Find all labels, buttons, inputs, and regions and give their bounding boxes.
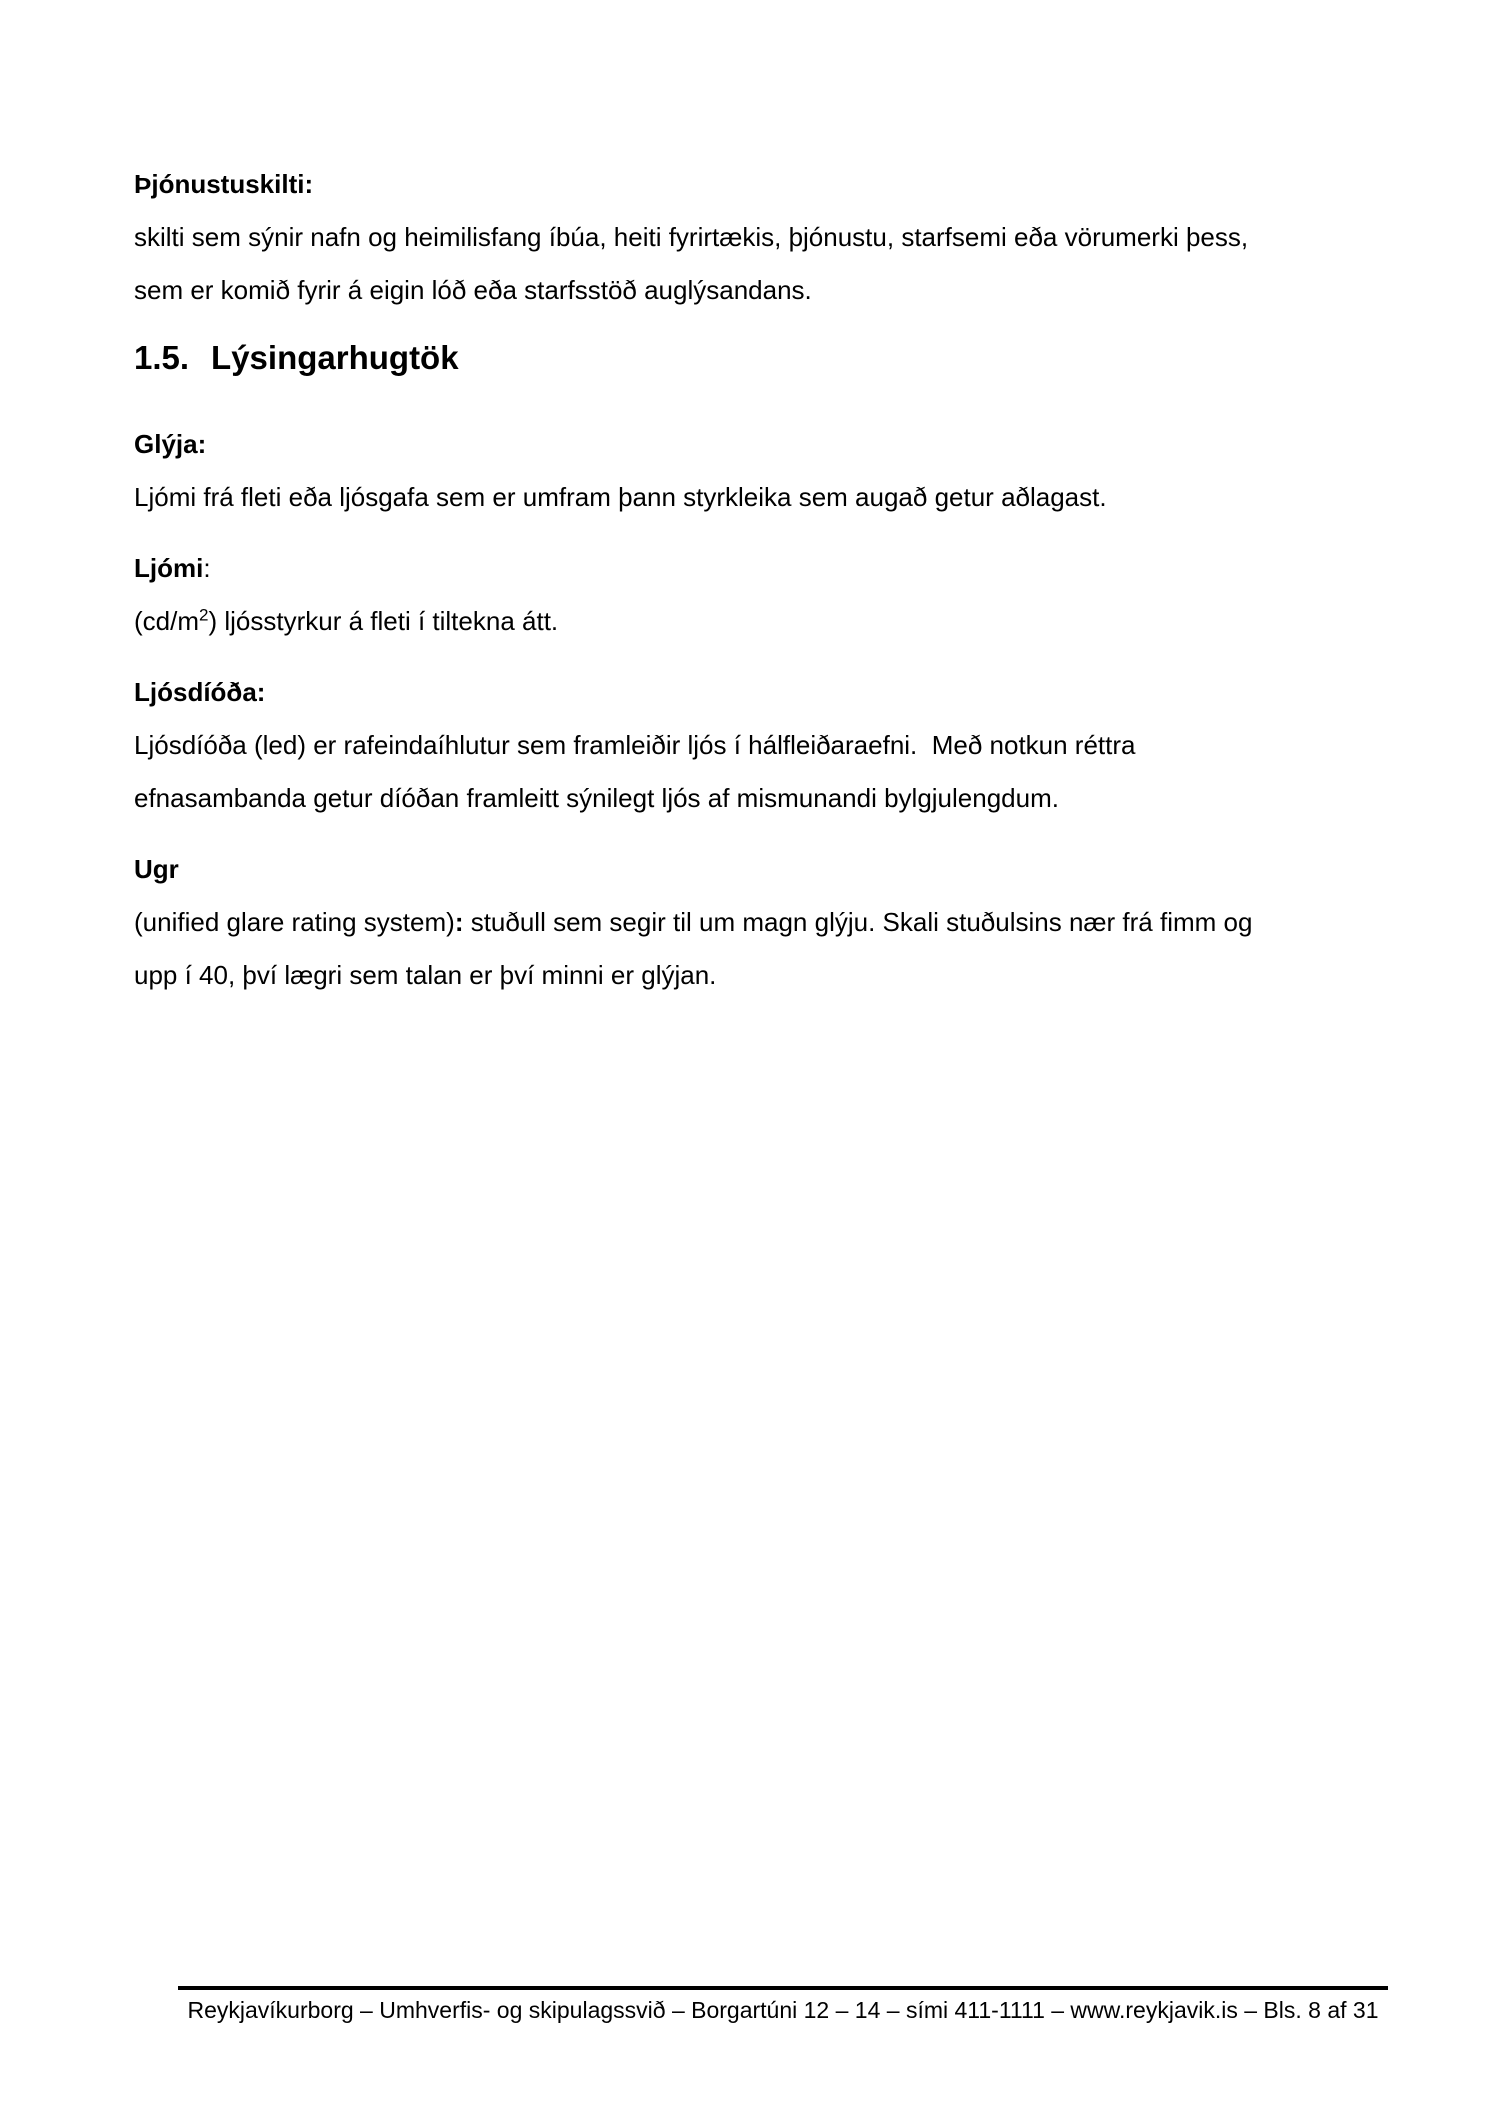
page-footer <box>178 1986 1388 2025</box>
term-label: Ljósdíóða: <box>134 677 266 707</box>
definition-line: efnasambanda getur díóðan framleitt sýnilegt ljós af mismunandi bylgjulengdum. <box>134 783 1059 813</box>
definition-line: skilti sem sýnir nafn og heimilisfang íbúa, heiti fyrirtækis, þjónustu, starfsemi eða vörumerki þess, <box>134 222 1249 252</box>
term-word: Ljómi <box>134 553 204 583</box>
definition-line: upp í 40, því lægri sem talan er því minni er glýjan. <box>134 960 717 990</box>
definition-line: Ljósdíóða (led) er rafeindaíhlutur sem framleiðir ljós í hálfleiðaraefni. Með notkun réttra <box>134 730 1136 760</box>
definition-suffix: ) ljósstyrkur á fleti í tiltekna átt. <box>208 606 559 636</box>
section-number: 1.5. <box>134 339 190 376</box>
definition-ugr <box>134 843 1372 1002</box>
term-colon: : <box>203 553 211 583</box>
term-label <box>134 542 1372 595</box>
section-title: Lýsingarhugtök <box>211 339 459 376</box>
definition-part: (unified glare rating system) <box>134 907 455 937</box>
definition-ljomi <box>134 542 1372 648</box>
superscript-2: 2 <box>199 605 209 625</box>
definition-line: Ljómi frá fleti eða ljósgafa sem er umfram þann styrkleika sem augað getur aðlagast. <box>134 482 1107 512</box>
section-heading <box>134 335 1372 381</box>
term-label: Þjónustuskilti: <box>134 169 314 199</box>
definition-line <box>134 595 1372 648</box>
definition-thjonustuskilti <box>134 158 1372 317</box>
definition-prefix: (cd/m <box>134 606 199 636</box>
term-label: Glýja: <box>134 429 207 459</box>
page-content <box>134 158 1372 1020</box>
definition-line <box>134 896 1372 949</box>
bold-colon: : <box>454 907 464 937</box>
definition-ljosdioda <box>134 666 1372 825</box>
definition-glyja <box>134 418 1372 524</box>
footer-text: Reykjavíkurborg – Umhverfis- og skipulagssvið – Borgartúni 12 – 14 – sími 411-1111 – www.reykjavik.is – Bls. 8 af 31 <box>187 1997 1379 2023</box>
definition-line: sem er komið fyrir á eigin lóð eða starfsstöð auglýsandans. <box>134 275 812 305</box>
term-label: Ugr <box>134 854 179 884</box>
definition-part: stuðull sem segir til um magn glýju. Skali stuðulsins nær frá fimm og <box>463 907 1253 937</box>
